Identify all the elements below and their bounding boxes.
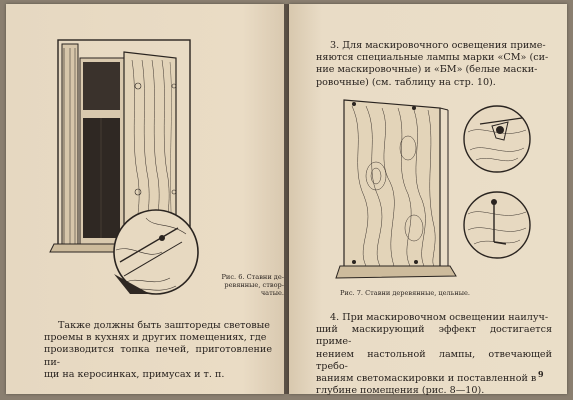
figure-7-detail-bottom <box>462 190 532 260</box>
left-paragraph: Также должны быть заштореды световые проемы в кухнях и других помещениях, где производится топка печей, приготовление пи- щи на керосинках, примусах и т. п. <box>44 320 272 380</box>
figure-7-caption: Рис. 7. Ставни деревянные, цельные. <box>340 289 470 297</box>
figure-6-caption: Рис. 6. Ставни де- ревянные, створ- чатые. <box>221 273 284 297</box>
page-number: 9 <box>538 369 544 379</box>
figure-7-solid-shutter <box>336 96 460 282</box>
figure-6-hinged-shutters <box>50 38 210 298</box>
right-paragraph-top: 3. Для маскировочного освещения приме- няются специальные лампы марки «СМ» (си- ние маскировочные) и «БМ» (белые маски- ровочные) (см. таблицу на стр. 10). <box>316 40 549 88</box>
figure-7-detail-top <box>462 104 532 174</box>
right-paragraph-bottom: 4. При маскировочном освещении наилуч- ший маскирующий эффект достигается приме- нением настольной лампы, отвечающей требо- ваниям светомаскировки и поставленной в глубине помещения (рис. 8—10). <box>316 312 552 397</box>
